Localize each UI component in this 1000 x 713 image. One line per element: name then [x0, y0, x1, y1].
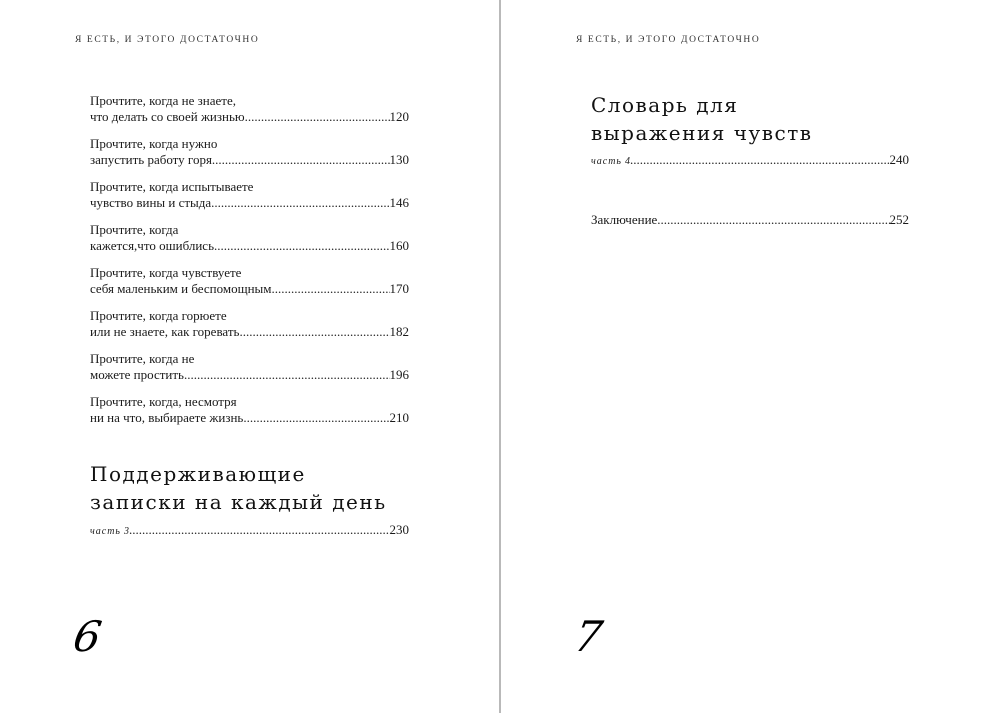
leader-dots	[184, 367, 390, 383]
toc-entry-title: Прочтите, когда нужно	[90, 136, 218, 151]
toc-entry[interactable]	[90, 93, 409, 125]
left-page	[0, 0, 499, 713]
toc-page-number: 240	[889, 152, 909, 167]
toc-entry-subtitle: ни на что, выбираете жизнь	[90, 410, 244, 425]
toc-page-number: 170	[389, 281, 409, 296]
leader-dots	[245, 109, 390, 125]
toc-entry[interactable]	[90, 179, 409, 211]
leader-dots	[630, 152, 890, 168]
toc-entry[interactable]	[90, 136, 409, 168]
toc-page-number: 146	[389, 195, 409, 210]
running-head: Я ЕСТЬ, И ЭТОГО ДОСТАТОЧНО	[75, 35, 260, 45]
section-title[interactable]	[90, 460, 387, 516]
section-title-line: Словарь для	[591, 93, 739, 117]
toc-entry-conclusion[interactable]	[591, 212, 909, 228]
toc-page-number: 130	[389, 152, 409, 167]
page-number-folio: 6	[69, 612, 106, 661]
leader-dots	[657, 212, 889, 228]
toc-entry-title: Прочтите, когда не знаете,	[90, 93, 236, 108]
toc-entry[interactable]	[90, 351, 409, 383]
toc-entry[interactable]	[90, 394, 409, 426]
part-line[interactable]	[591, 152, 909, 170]
leader-dots	[129, 522, 390, 538]
part-line[interactable]	[90, 522, 409, 540]
leader-dots	[239, 324, 389, 340]
section-title-line: записки на каждый день	[90, 490, 387, 514]
toc-entry-subtitle: себя маленьким и беспомощным	[90, 281, 272, 296]
toc-entry-title: Прочтите, когда чувствуете	[90, 265, 242, 280]
part-number: 4	[624, 156, 630, 167]
running-head: Я ЕСТЬ, И ЭТОГО ДОСТАТОЧНО	[576, 35, 761, 45]
toc-page-number: 196	[389, 367, 409, 382]
toc-entry[interactable]	[90, 265, 409, 297]
toc-entry-title: Заключение	[591, 212, 658, 227]
part-label: часть	[591, 156, 622, 167]
part-label: часть	[90, 526, 121, 537]
leader-dots	[243, 410, 389, 426]
toc-entry-subtitle: или не знаете, как горевать	[90, 324, 240, 339]
toc-page-number: 182	[389, 324, 409, 339]
leader-dots	[211, 195, 389, 211]
toc-entry-title: Прочтите, когда	[90, 222, 179, 237]
toc-entry-title: Прочтите, когда, несмотря	[90, 394, 237, 409]
toc-page-number: 210	[389, 410, 409, 425]
leader-dots	[214, 238, 389, 254]
section-title-line: Поддерживающие	[90, 462, 306, 486]
leader-dots	[272, 281, 390, 297]
page-number-folio: 7	[570, 612, 607, 661]
toc-page-number: 160	[389, 238, 409, 253]
toc-entry-subtitle: можете простить	[90, 367, 184, 382]
toc-entry-subtitle: запустить работу горя	[90, 152, 212, 167]
toc-entry-subtitle: кажется,что ошиблись	[90, 238, 215, 253]
toc-page-number: 120	[389, 109, 409, 124]
toc-entry-title: Прочтите, когда испытываете	[90, 179, 254, 194]
toc-entry[interactable]	[90, 222, 409, 254]
toc-entry-subtitle: что делать со своей жизнью	[90, 109, 245, 124]
toc-page-number: 252	[889, 212, 909, 227]
part-number: 3	[123, 526, 129, 537]
section-title[interactable]	[591, 91, 813, 147]
toc-entry[interactable]	[90, 308, 409, 340]
toc-entry-title: Прочтите, когда горюете	[90, 308, 227, 323]
right-page	[501, 0, 1000, 713]
section-title-line: выражения чувств	[591, 121, 813, 145]
toc-entry-title: Прочтите, когда не	[90, 351, 195, 366]
toc-entry-subtitle: чувство вины и стыда	[90, 195, 212, 210]
toc-page-number: 230	[389, 522, 409, 537]
leader-dots	[212, 152, 390, 168]
